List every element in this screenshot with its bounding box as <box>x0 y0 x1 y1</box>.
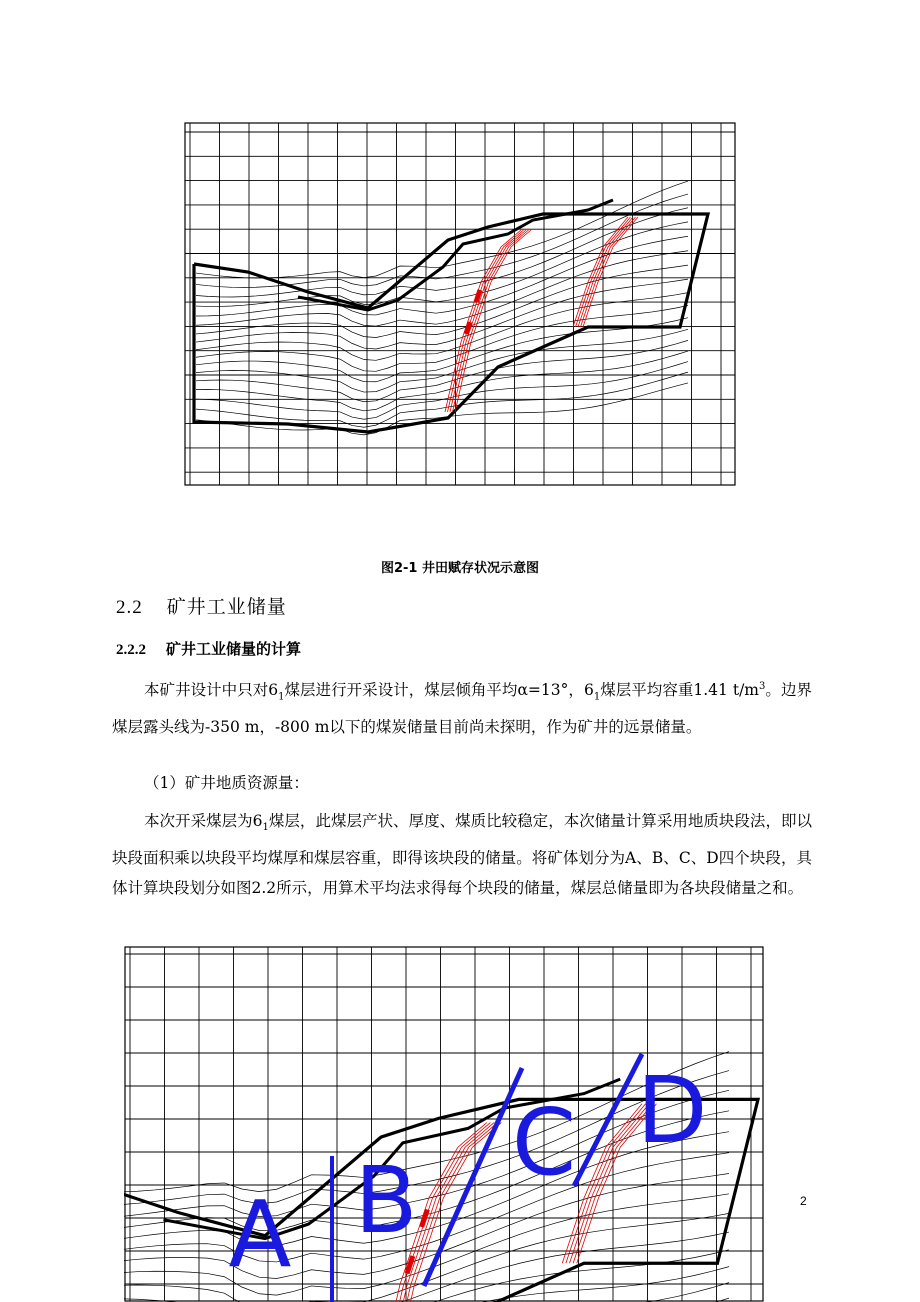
fig2-fault-mark <box>422 1210 428 1227</box>
p1-text-a: 本矿井设计中只对6 <box>144 681 279 700</box>
mine-field-diagram <box>184 122 736 486</box>
fig1-contour <box>196 383 688 435</box>
block-label-c: C <box>511 1089 577 1196</box>
block-division-diagram <box>124 946 764 1302</box>
block-label-a: A <box>228 1181 292 1288</box>
subsection-heading <box>116 638 301 659</box>
p3-text-b: 煤层，此煤层产状、厚度、煤质比较稳定，本次储量计算采用地质块段法，即以块段面积乘以块段平均煤厚和煤层容重，即得该块段的储量。将矿体划分为A、B、C、D四个块段，具体计算块段划分如图2.2所示，用算术平均法求得每个块段的储量，煤层总储量即为各块段储量之和。 <box>112 812 812 898</box>
page-number: 2 <box>800 1194 807 1208</box>
block-label-d: D <box>636 1057 708 1164</box>
figure-caption: 图2-1 井田赋存状况示意图 <box>380 561 539 576</box>
fig2-contour <box>124 1232 729 1302</box>
p1-sup-c: 3 <box>759 681 766 692</box>
p3-text-a: 本次开采煤层为6 <box>144 812 263 830</box>
section-number: 2.2 <box>116 597 143 618</box>
section-title: 矿井工业储量 <box>166 596 287 618</box>
p1-text-c: 煤层平均容重1.41 t/m <box>600 681 760 700</box>
fig1-contour <box>196 194 688 287</box>
figure-2-2 <box>124 946 764 1302</box>
fig1-fault-line <box>453 230 529 412</box>
block-label-b: B <box>354 1147 418 1254</box>
subsection-number: 2.2.2 <box>116 642 146 658</box>
p1-text-b: 煤层进行开采设计，煤层倾角平均α=13°，6 <box>284 681 594 700</box>
p3-sub-a: 1 <box>262 822 269 834</box>
block-divider-bc <box>424 1068 522 1286</box>
figure-2-1 <box>184 122 736 486</box>
fig1-fault-line <box>583 217 638 327</box>
fig1-contour <box>196 340 688 401</box>
fig1-grid-frame <box>185 123 735 485</box>
paragraph-2: （1）矿井地质资源量： <box>144 774 309 792</box>
paragraph-3 <box>112 806 812 903</box>
subsection-title: 矿井工业储量的计算 <box>166 640 302 658</box>
fig1-contour <box>196 251 688 326</box>
paragraph-1 <box>112 672 812 742</box>
p1-sub-a: 1 <box>278 691 285 703</box>
fig1-contour <box>196 362 688 420</box>
p1-sub-b: 1 <box>593 691 601 703</box>
section-heading <box>116 592 287 619</box>
fig1-fault-mark <box>476 290 480 302</box>
p1-text-d: 。边界煤层露头线为-350 m，-800 m以下的煤炭储量目前尚未探明，作为矿井的远景储量。 <box>112 681 812 737</box>
